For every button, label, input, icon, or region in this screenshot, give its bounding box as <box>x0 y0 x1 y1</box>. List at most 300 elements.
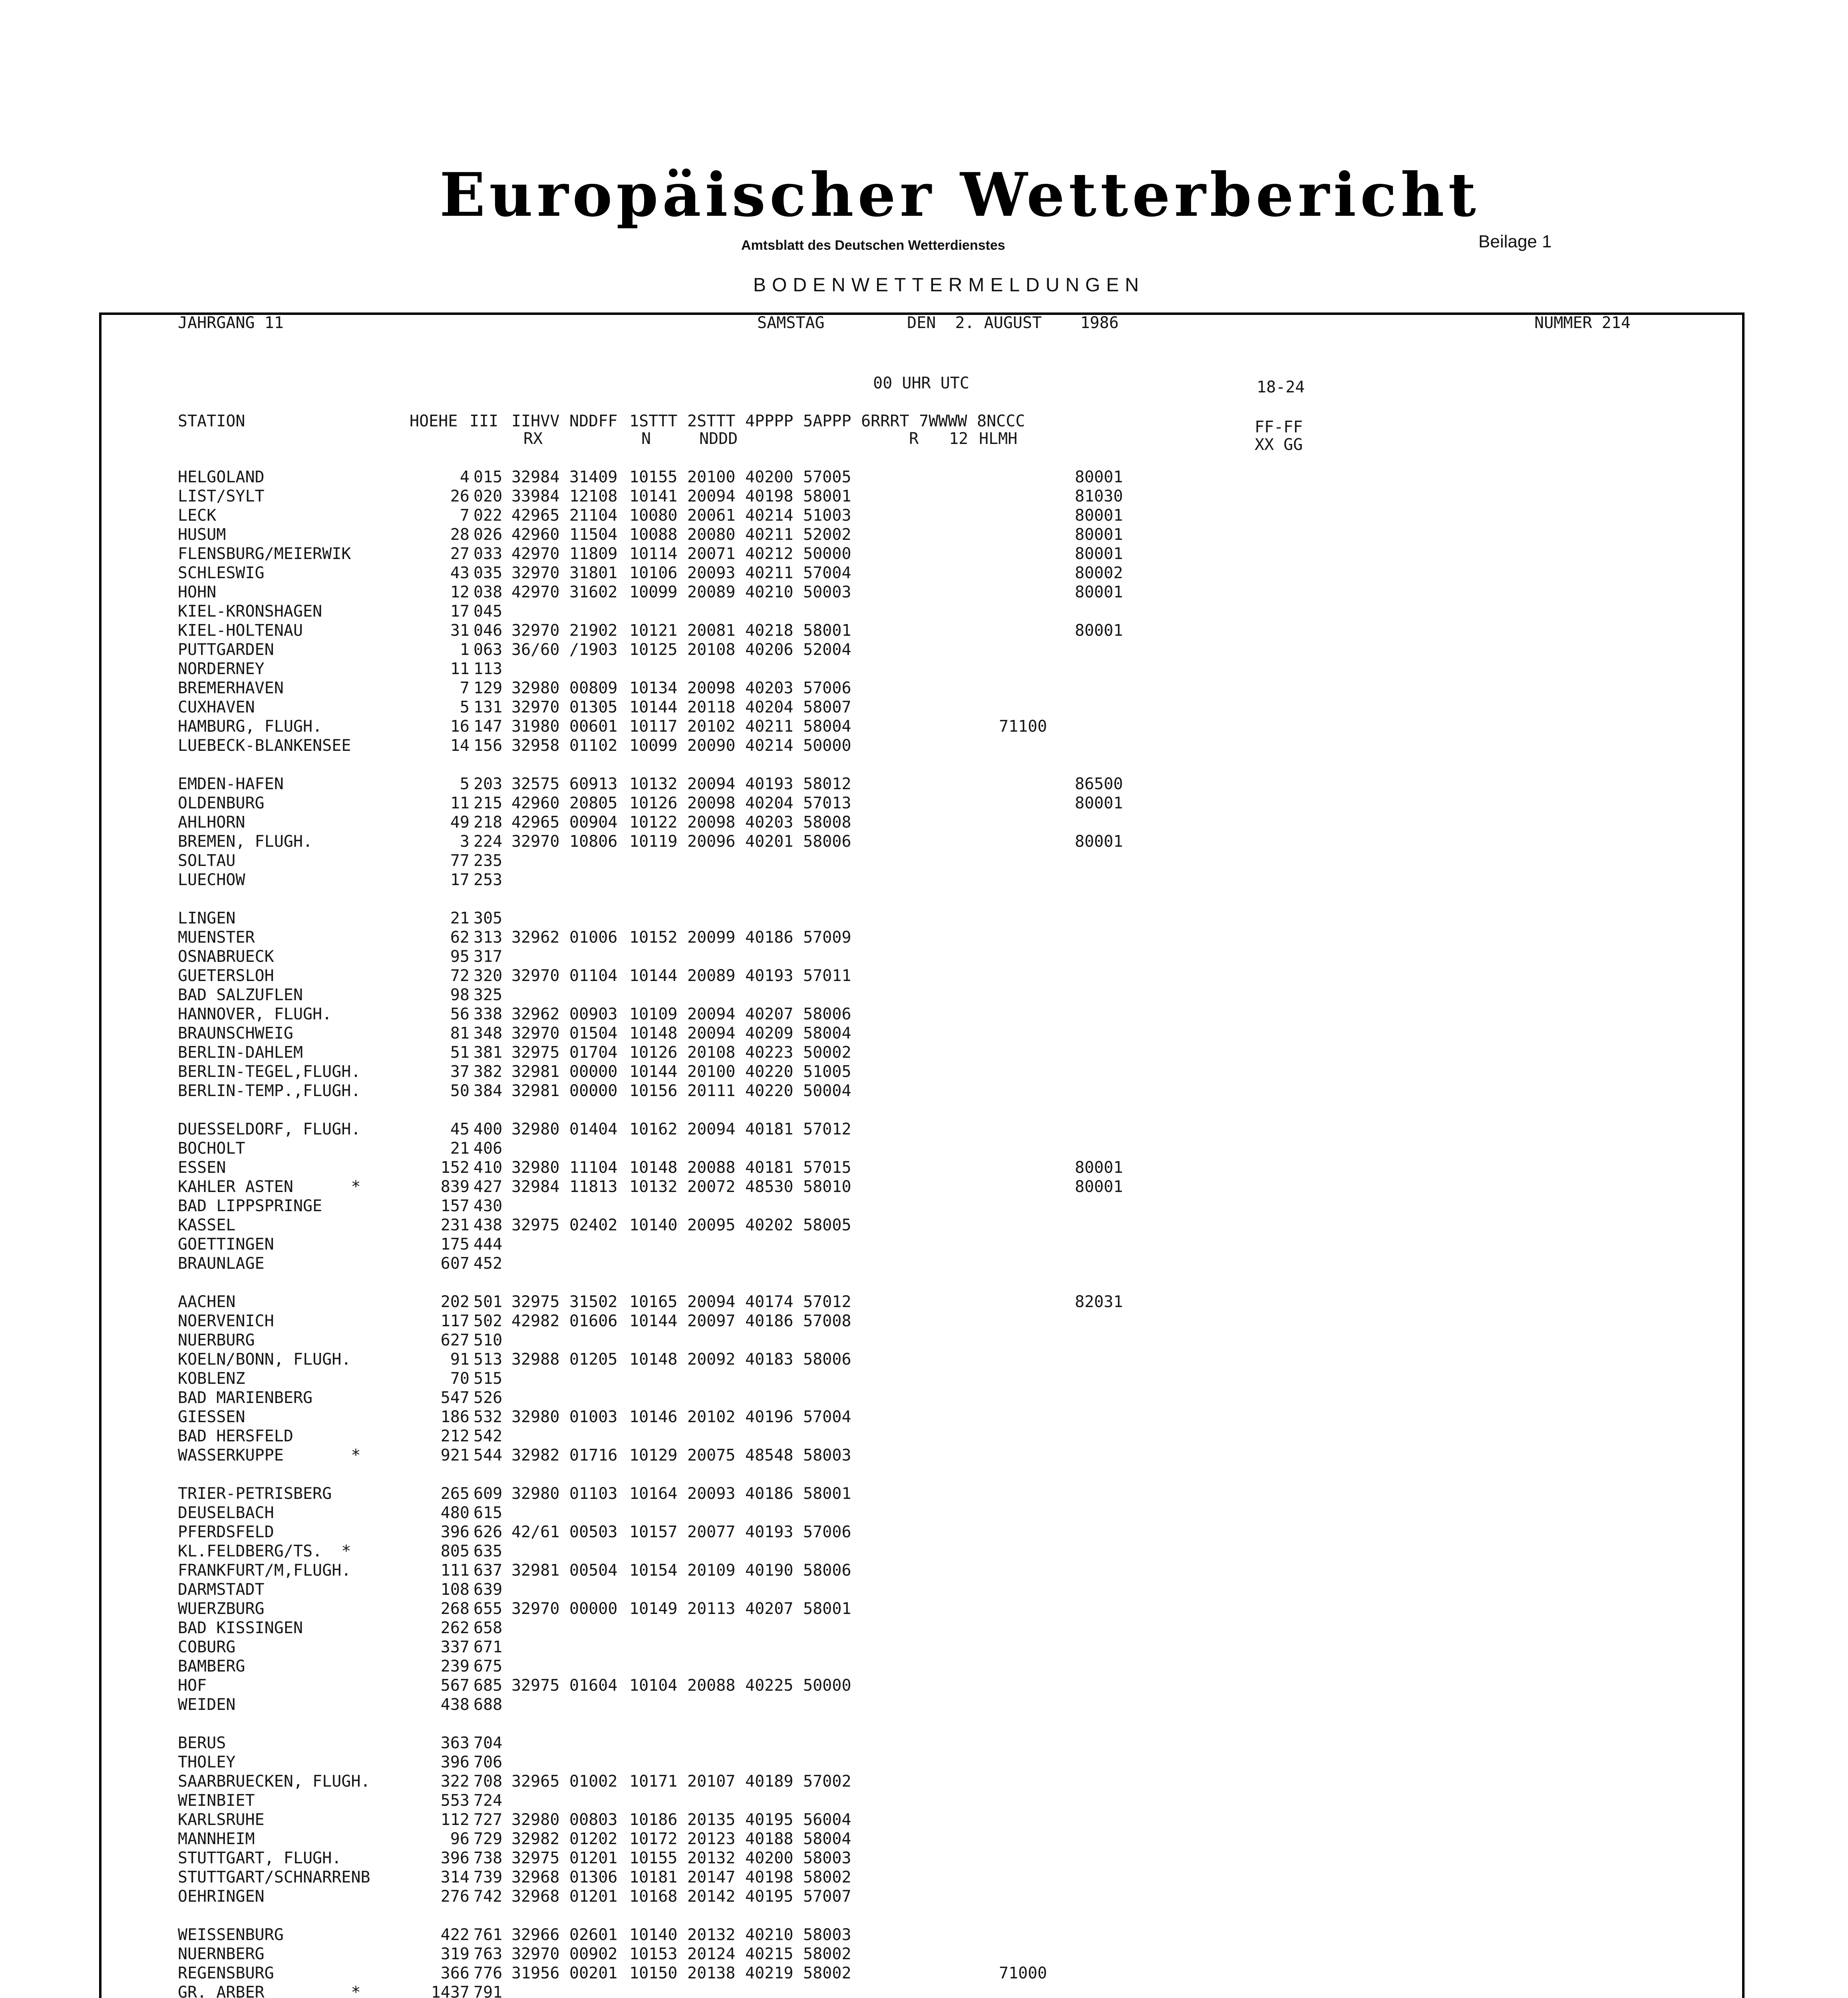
section-title: BODENWETTERMELDUNGEN <box>753 275 1145 296</box>
cell-d: 20118 <box>687 698 736 716</box>
cell-h: 81 <box>450 1024 469 1043</box>
cell-st: THOLEY <box>178 1753 236 1771</box>
cell-f: 57004 <box>803 564 851 582</box>
cell-a: 32981 <box>511 1063 560 1081</box>
cell-c: 10144 <box>629 967 678 985</box>
cell-h: 112 <box>440 1811 469 1829</box>
cell-i: 615 <box>473 1504 503 1522</box>
cell-b: 00809 <box>569 679 618 697</box>
cell-i: 026 <box>473 525 503 544</box>
cell-h: 43 <box>450 564 469 582</box>
cell-i: 253 <box>473 871 503 889</box>
cell-n: 80001 <box>1075 583 1123 601</box>
cell-d: 20088 <box>687 1676 736 1695</box>
col-7wwww: 7WWWW <box>919 412 967 430</box>
cell-h: 175 <box>440 1235 469 1254</box>
cell-h: 108 <box>440 1580 469 1599</box>
cell-st: BERLIN-TEGEL,FLUGH. <box>178 1063 361 1081</box>
cell-st: WUERZBURG <box>178 1600 265 1618</box>
cell-h: 438 <box>440 1696 469 1714</box>
cell-i: 410 <box>473 1158 503 1177</box>
cell-d: 20111 <box>687 1082 736 1100</box>
cell-st: BRAUNSCHWEIG <box>178 1024 293 1043</box>
cell-st: KOELN/BONN, FLUGH. <box>178 1350 351 1369</box>
cell-a: 31956 <box>511 1964 560 1982</box>
cell-d: 20108 <box>687 1043 736 1062</box>
cell-h: 7 <box>460 679 469 697</box>
cell-a: 36/60 <box>511 641 560 659</box>
cell-b: 00902 <box>569 1945 618 1963</box>
cell-d: 20096 <box>687 832 736 851</box>
cell-h: 12 <box>450 583 469 601</box>
cell-d: 20071 <box>687 545 736 563</box>
cell-f: 51005 <box>803 1063 851 1081</box>
cell-a: 42982 <box>511 1312 560 1330</box>
cell-h: 21 <box>450 1139 469 1158</box>
cell-e: 40203 <box>745 679 794 697</box>
cell-st: HELGOLAND <box>178 468 265 486</box>
cell-a: 32975 <box>511 1849 560 1867</box>
cell-b: 00601 <box>569 717 618 736</box>
cell-i: 513 <box>473 1350 503 1369</box>
cell-a: 32984 <box>511 468 560 486</box>
cell-n: 80001 <box>1075 1158 1123 1177</box>
cell-h: 363 <box>440 1734 469 1752</box>
cell-st: SAARBRUECKEN, FLUGH. <box>178 1772 370 1791</box>
cell-h: 322 <box>440 1772 469 1791</box>
cell-h: 45 <box>450 1120 469 1138</box>
col-nddff: NDDFF <box>569 412 618 430</box>
cell-f: 58003 <box>803 1446 851 1465</box>
cell-st: CUXHAVEN <box>178 698 255 716</box>
cell-f: 58004 <box>803 717 851 736</box>
cell-i: 063 <box>473 641 503 659</box>
cell-n: 80001 <box>1075 545 1123 563</box>
cell-c: 10104 <box>629 1676 678 1695</box>
cell-h: 14 <box>450 736 469 755</box>
cell-b: 31602 <box>569 583 618 601</box>
cell-st: LUEBECK-BLANKENSEE <box>178 736 351 755</box>
cell-h: 3 <box>460 832 469 851</box>
cell-i: 235 <box>473 852 503 870</box>
cell-a: 32970 <box>511 698 560 716</box>
cell-c: 10171 <box>629 1772 678 1791</box>
cell-b: 02601 <box>569 1926 618 1944</box>
cell-f: 58002 <box>803 1868 851 1887</box>
cell-e: 40198 <box>745 487 794 505</box>
cell-a: 32980 <box>511 1158 560 1177</box>
cell-c: 10122 <box>629 813 678 832</box>
cell-n: 80001 <box>1075 1178 1123 1196</box>
cell-c: 10148 <box>629 1024 678 1043</box>
cell-d: 20108 <box>687 641 736 659</box>
cell-d: 20088 <box>687 1158 736 1177</box>
cell-c: 10154 <box>629 1561 678 1580</box>
cell-f: 58005 <box>803 1216 851 1234</box>
cell-c: 10088 <box>629 525 678 544</box>
cell-d: 20147 <box>687 1868 736 1887</box>
cell-st: KOBLENZ <box>178 1369 245 1388</box>
cell-st: BREMERHAVEN <box>178 679 284 697</box>
cell-e: 40195 <box>745 1887 794 1906</box>
cell-h: 262 <box>440 1619 469 1637</box>
cell-st: OEHRINGEN <box>178 1887 265 1906</box>
cell-d: 20123 <box>687 1830 736 1848</box>
cell-h: 186 <box>440 1408 469 1426</box>
cell-d: 20100 <box>687 468 736 486</box>
cell-d: 20099 <box>687 928 736 947</box>
cell-b: 00000 <box>569 1082 618 1100</box>
cell-b: 01003 <box>569 1408 618 1426</box>
cell-h: 1 <box>460 641 469 659</box>
cell-b: 00000 <box>569 1600 618 1618</box>
cell-e: 40203 <box>745 813 794 832</box>
cell-i: 655 <box>473 1600 503 1618</box>
cell-st: DARMSTADT <box>178 1580 265 1599</box>
cell-b: 01102 <box>569 736 618 755</box>
cell-e: 40209 <box>745 1024 794 1043</box>
cell-st: WEIDEN <box>178 1696 236 1714</box>
cell-e: 40193 <box>745 775 794 793</box>
cell-i: 033 <box>473 545 503 563</box>
cell-e: 40202 <box>745 1216 794 1234</box>
cell-d: 20093 <box>687 1485 736 1503</box>
cell-e: 40214 <box>745 736 794 755</box>
cell-f: 57007 <box>803 1887 851 1906</box>
cell-b: 00000 <box>569 1063 618 1081</box>
cell-c: 10153 <box>629 1945 678 1963</box>
cell-f: 57006 <box>803 1523 851 1541</box>
cell-st: BAD HERSFELD <box>178 1427 293 1445</box>
cell-st: FLENSBURG/MEIERWIK <box>178 545 351 563</box>
cell-e: 40201 <box>745 832 794 851</box>
cell-st: LUECHOW <box>178 871 245 889</box>
cell-b: /1903 <box>569 641 618 659</box>
cell-st: BAD KISSINGEN <box>178 1619 303 1637</box>
cell-h: 480 <box>440 1504 469 1522</box>
cell-st: KASSEL <box>178 1216 236 1234</box>
report-date: DEN 2. AUGUST 1986 <box>907 314 1119 332</box>
cell-st: BERLIN-TEMP.,FLUGH. <box>178 1082 361 1100</box>
cell-i: 658 <box>473 1619 503 1637</box>
cell-i: 532 <box>473 1408 503 1426</box>
cell-st: NORDERNEY <box>178 660 265 678</box>
col-7wwww-sub: 12 <box>949 430 969 448</box>
cell-c: 10144 <box>629 1063 678 1081</box>
cell-i: 215 <box>473 794 503 812</box>
cell-b: 01704 <box>569 1043 618 1062</box>
cell-i: 738 <box>473 1849 503 1867</box>
cell-b: 21902 <box>569 621 618 640</box>
cell-b: 01306 <box>569 1868 618 1887</box>
cell-b: 00504 <box>569 1561 618 1580</box>
col-2sttt-sub: NDDD <box>699 430 738 448</box>
cell-st: WEINBIET <box>178 1791 255 1810</box>
cell-i: 515 <box>473 1369 503 1388</box>
cell-st: HAMBURG, FLUGH. <box>178 717 322 736</box>
cell-a: 32970 <box>511 1024 560 1043</box>
col-2sttt: 2STTT <box>687 412 736 430</box>
cell-b: 11813 <box>569 1178 618 1196</box>
cell-d: 20094 <box>687 1120 736 1138</box>
cell-i: 542 <box>473 1427 503 1445</box>
cell-h: 212 <box>440 1427 469 1445</box>
cell-h: 547 <box>440 1389 469 1407</box>
cell-d: 20080 <box>687 525 736 544</box>
cell-b: 01104 <box>569 967 618 985</box>
cell-f: 51003 <box>803 506 851 525</box>
cell-st: HANNOVER, FLUGH. <box>178 1005 332 1023</box>
cell-w: 71000 <box>999 1964 1047 1982</box>
cell-h: 239 <box>440 1657 469 1676</box>
cell-b: 01202 <box>569 1830 618 1848</box>
cell-c: 10156 <box>629 1082 678 1100</box>
cell-st: ESSEN <box>178 1158 226 1177</box>
cell-st: HUSUM <box>178 525 226 544</box>
cell-a: 32970 <box>511 967 560 985</box>
cell-a: 42970 <box>511 583 560 601</box>
cell-st: STUTTGART/SCHNARRENB <box>178 1868 370 1887</box>
cell-a: 32975 <box>511 1293 560 1311</box>
cell-e: 40174 <box>745 1293 794 1311</box>
cell-h: 921 <box>440 1446 469 1465</box>
cell-h: 98 <box>450 986 469 1004</box>
cell-h: 265 <box>440 1485 469 1503</box>
cell-a: 32981 <box>511 1082 560 1100</box>
cell-n: 80001 <box>1075 794 1123 812</box>
cell-c: 10150 <box>629 1964 678 1982</box>
cell-a: 32965 <box>511 1772 560 1791</box>
cell-d: 20142 <box>687 1887 736 1906</box>
cell-h: 96 <box>450 1830 469 1848</box>
cell-i: 035 <box>473 564 503 582</box>
cell-b: 11809 <box>569 545 618 563</box>
cell-h: 319 <box>440 1945 469 1963</box>
cell-n: 80001 <box>1075 506 1123 525</box>
cell-d: 20102 <box>687 717 736 736</box>
cell-e: 40186 <box>745 1485 794 1503</box>
cell-i: 400 <box>473 1120 503 1138</box>
col-8nccc-sub: HLMH <box>979 430 1018 448</box>
cell-c: 10141 <box>629 487 678 505</box>
cell-b: 01305 <box>569 698 618 716</box>
cell-st: HOF <box>178 1676 207 1695</box>
cell-f: 50000 <box>803 736 851 755</box>
cell-st: AACHEN <box>178 1293 236 1311</box>
cell-a: 32980 <box>511 1408 560 1426</box>
cell-a: 32975 <box>511 1676 560 1695</box>
cell-b: 01006 <box>569 928 618 947</box>
cell-e: 40212 <box>745 545 794 563</box>
cell-h: 49 <box>450 813 469 832</box>
cell-h: 157 <box>440 1197 469 1215</box>
cell-c: 10106 <box>629 564 678 582</box>
cell-a: 32980 <box>511 1120 560 1138</box>
cell-st: BAD MARIENBERG <box>178 1389 313 1407</box>
cell-a: 32970 <box>511 832 560 851</box>
cell-f: 58001 <box>803 487 851 505</box>
cell-d: 20100 <box>687 1063 736 1081</box>
col-station: STATION <box>178 412 245 430</box>
cell-b: 21104 <box>569 506 618 525</box>
cell-h: 314 <box>440 1868 469 1887</box>
cell-a: 32980 <box>511 1811 560 1829</box>
cell-e: 40207 <box>745 1005 794 1023</box>
cell-st: PFERDSFELD <box>178 1523 274 1541</box>
cell-f: 52004 <box>803 641 851 659</box>
cell-i: 763 <box>473 1945 503 1963</box>
cell-f: 50003 <box>803 583 851 601</box>
col-4pppp: 4PPPP <box>745 412 794 430</box>
cell-a: 33984 <box>511 487 560 505</box>
cell-st: NOERVENICH <box>178 1312 274 1330</box>
cell-e: 40183 <box>745 1350 794 1369</box>
cell-d: 20135 <box>687 1811 736 1829</box>
cell-e: 40193 <box>745 1523 794 1541</box>
cell-f: 57006 <box>803 679 851 697</box>
cell-h: 607 <box>440 1254 469 1273</box>
cell-a: 32980 <box>511 679 560 697</box>
cell-c: 10126 <box>629 1043 678 1062</box>
cell-h: 77 <box>450 852 469 870</box>
cell-a: 42965 <box>511 506 560 525</box>
cell-h: 231 <box>440 1216 469 1234</box>
cell-e: 48530 <box>745 1178 794 1196</box>
cell-f: 58004 <box>803 1024 851 1043</box>
cell-e: 40181 <box>745 1120 794 1138</box>
cell-d: 20095 <box>687 1216 736 1234</box>
cell-h: 1437 <box>431 1983 469 1998</box>
cell-i: 501 <box>473 1293 503 1311</box>
col-1sttt-sub: N <box>641 430 651 448</box>
cell-st: SOLTAU <box>178 852 236 870</box>
cell-st: BREMEN, FLUGH. <box>178 832 313 851</box>
cell-e: 40219 <box>745 1964 794 1982</box>
cell-i: 038 <box>473 583 503 601</box>
cell-c: 10172 <box>629 1830 678 1848</box>
cell-c: 10186 <box>629 1811 678 1829</box>
cell-a: 32962 <box>511 1005 560 1023</box>
cell-c: 10149 <box>629 1600 678 1618</box>
cell-h: 26 <box>450 487 469 505</box>
cell-i: 526 <box>473 1389 503 1407</box>
jahrgang: JAHRGANG 11 <box>178 314 284 332</box>
cell-i: 444 <box>473 1235 503 1254</box>
cell-h: 396 <box>440 1753 469 1771</box>
cell-e: 40211 <box>745 564 794 582</box>
cell-e: 40186 <box>745 928 794 947</box>
cell-c: 10099 <box>629 583 678 601</box>
cell-h: 396 <box>440 1523 469 1541</box>
cell-i: 626 <box>473 1523 503 1541</box>
cell-f: 56004 <box>803 1811 851 1829</box>
cell-h: 27 <box>450 545 469 563</box>
cell-a: 32970 <box>511 621 560 640</box>
cell-c: 10140 <box>629 1926 678 1944</box>
cell-e: 40214 <box>745 506 794 525</box>
cell-f: 58003 <box>803 1926 851 1944</box>
cell-d: 20107 <box>687 1772 736 1791</box>
cell-i: 704 <box>473 1734 503 1752</box>
cell-c: 10148 <box>629 1158 678 1177</box>
cell-a: 32988 <box>511 1350 560 1369</box>
cell-c: 10099 <box>629 736 678 755</box>
cell-d: 20092 <box>687 1350 736 1369</box>
cell-i: 637 <box>473 1561 503 1580</box>
cell-n: 86500 <box>1075 775 1123 793</box>
cell-w: 71100 <box>999 717 1047 736</box>
cell-st: GIESSEN <box>178 1408 245 1426</box>
cell-b: 00803 <box>569 1811 618 1829</box>
cell-d: 20061 <box>687 506 736 525</box>
cell-e: 40210 <box>745 583 794 601</box>
cell-n: 80001 <box>1075 525 1123 544</box>
cell-h: 7 <box>460 506 469 525</box>
cell-i: 727 <box>473 1811 503 1829</box>
cell-st: STUTTGART, FLUGH. <box>178 1849 342 1867</box>
cell-c: 10129 <box>629 1446 678 1465</box>
cell-c: 10152 <box>629 928 678 947</box>
cell-i: 452 <box>473 1254 503 1273</box>
cell-st: REGENSBURG <box>178 1964 274 1982</box>
cell-h: 91 <box>450 1350 469 1369</box>
cell-d: 20098 <box>687 813 736 832</box>
cell-h: 839 <box>440 1178 469 1196</box>
cell-f: 57012 <box>803 1293 851 1311</box>
cell-b: 01205 <box>569 1350 618 1369</box>
cell-h: 553 <box>440 1791 469 1810</box>
cell-e: 40200 <box>745 468 794 486</box>
cell-f: 58006 <box>803 1350 851 1369</box>
cell-h: 21 <box>450 909 469 927</box>
cell-i: 671 <box>473 1638 503 1656</box>
col-5appp: 5APPP <box>803 412 851 430</box>
cell-a: 31980 <box>511 717 560 736</box>
cell-st: WEISSENBURG <box>178 1926 284 1944</box>
cell-i: 438 <box>473 1216 503 1234</box>
cell-b: 20805 <box>569 794 618 812</box>
cell-b: 01604 <box>569 1676 618 1695</box>
cell-st: KARLSRUHE <box>178 1811 265 1829</box>
cell-st: NUERBURG <box>178 1331 255 1349</box>
cell-h: 627 <box>440 1331 469 1349</box>
cell-i: 510 <box>473 1331 503 1349</box>
cell-c: 10155 <box>629 1849 678 1867</box>
cell-a: 32975 <box>511 1043 560 1062</box>
cell-a: 32966 <box>511 1926 560 1944</box>
cell-e: 40190 <box>745 1561 794 1580</box>
cell-f: 57005 <box>803 468 851 486</box>
cell-h: 268 <box>440 1600 469 1618</box>
cell-f: 52002 <box>803 525 851 544</box>
cell-b: 01103 <box>569 1485 618 1503</box>
cell-f: 58010 <box>803 1178 851 1196</box>
cell-b: 12108 <box>569 487 618 505</box>
cell-a: 42/61 <box>511 1523 560 1541</box>
cell-d: 20072 <box>687 1178 736 1196</box>
page-title: Europäischer Wetterbericht <box>440 160 1480 230</box>
cell-d: 20093 <box>687 564 736 582</box>
cell-e: 40211 <box>745 717 794 736</box>
cell-i: 348 <box>473 1024 503 1043</box>
cell-st: COBURG <box>178 1638 236 1656</box>
cell-a: 32970 <box>511 1600 560 1618</box>
cell-f: 58006 <box>803 1561 851 1580</box>
cell-c: 10121 <box>629 621 678 640</box>
cell-h: 37 <box>450 1063 469 1081</box>
cell-st: MUENSTER <box>178 928 255 947</box>
cell-h: 16 <box>450 717 469 736</box>
